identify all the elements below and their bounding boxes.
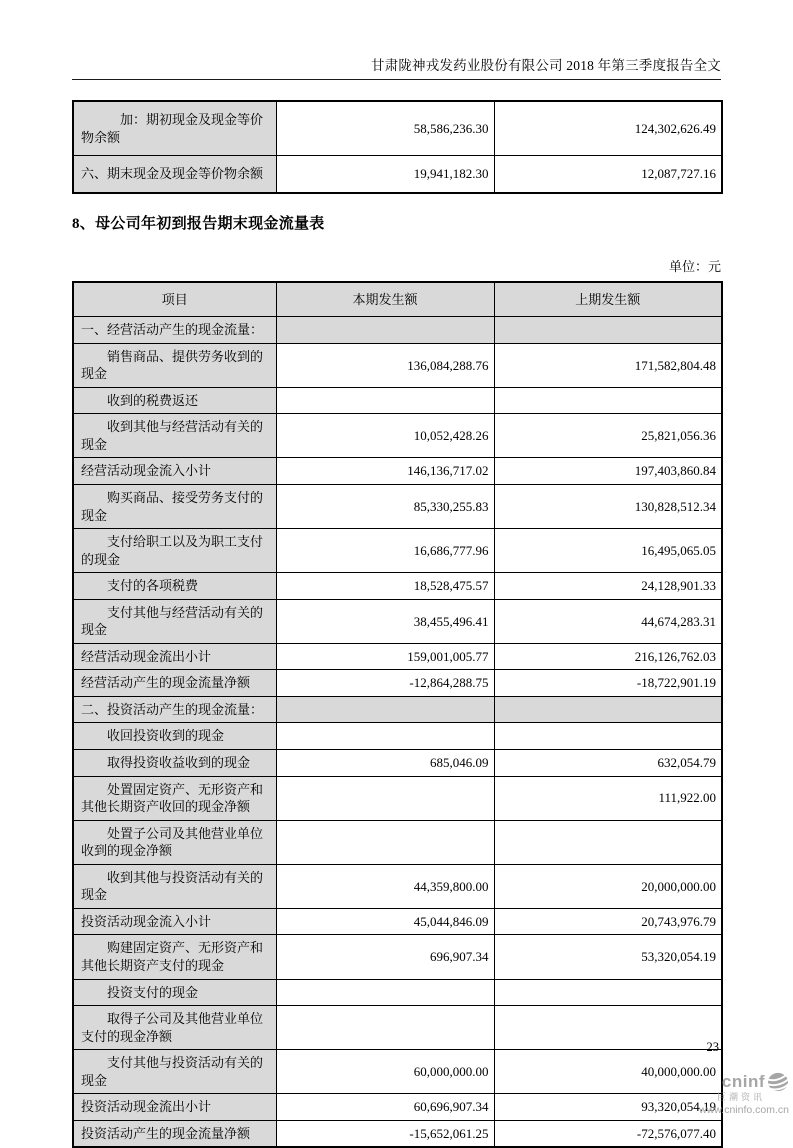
current-period-cell: -12,864,288.75 xyxy=(276,670,494,697)
table-row xyxy=(73,935,722,979)
globe-swirl-icon xyxy=(767,1072,789,1092)
row-label-cell: 投资支付的现金 xyxy=(73,979,276,1006)
prior-period-cell xyxy=(494,723,722,750)
table-row xyxy=(73,1006,722,1050)
prior-period-cell xyxy=(494,979,722,1006)
prior-period-cell: 111,922.00 xyxy=(494,776,722,820)
table-row xyxy=(73,485,722,529)
prior-period-cell xyxy=(494,696,722,723)
prior-period-cell: 632,054.79 xyxy=(494,750,722,777)
prior-period-cell: 93,320,054.19 xyxy=(494,1094,722,1121)
table-row xyxy=(73,723,722,750)
row-label-cell: 投资活动现金流入小计 xyxy=(73,908,276,935)
table-row xyxy=(73,343,722,387)
table-row xyxy=(73,599,722,643)
row-label-cell: 取得子公司及其他营业单位支付的现金净额 xyxy=(73,1006,276,1050)
logo-brand-row xyxy=(699,1072,789,1092)
current-period-cell: 19,941,182.30 xyxy=(276,156,494,193)
table-row xyxy=(73,414,722,458)
current-period-cell: 60,000,000.00 xyxy=(276,1050,494,1094)
report-header-title: 甘肃陇神戎发药业股份有限公司 2018 年第三季度报告全文 xyxy=(72,54,721,80)
current-period-cell: 38,455,496.41 xyxy=(276,599,494,643)
unit-label: 单位：元 xyxy=(668,258,721,274)
section-title: 8、母公司年初到报告期末现金流量表 xyxy=(72,215,325,232)
page-content xyxy=(72,0,721,1148)
row-label-cell: 收到其他与经营活动有关的现金 xyxy=(73,414,276,458)
table-row xyxy=(73,820,722,864)
row-label-cell: 支付的各项税费 xyxy=(73,573,276,600)
current-period-cell: 10,052,428.26 xyxy=(276,414,494,458)
prior-period-cell xyxy=(494,317,722,344)
table-row xyxy=(73,387,722,414)
row-label-cell: 一、经营活动产生的现金流量： xyxy=(73,317,276,344)
page-number: 23 xyxy=(706,1040,719,1054)
column-header-2: 上期发生额 xyxy=(494,282,722,317)
logo-chinese-name: 巨潮资讯 xyxy=(716,1092,765,1102)
current-period-cell xyxy=(276,776,494,820)
row-label-cell: 经营活动现金流入小计 xyxy=(73,458,276,485)
prior-period-cell: 130,828,512.34 xyxy=(494,485,722,529)
prior-period-cell: 216,126,762.03 xyxy=(494,643,722,670)
current-period-cell xyxy=(276,317,494,344)
current-period-cell: 44,359,800.00 xyxy=(276,864,494,908)
current-period-cell: 685,046.09 xyxy=(276,750,494,777)
logo-url: www.cninfo.com.cn xyxy=(699,1103,789,1116)
parent-company-cashflow-table xyxy=(72,281,723,1148)
prior-period-cell: 20,000,000.00 xyxy=(494,864,722,908)
cash-equivalents-table xyxy=(72,100,723,194)
row-label-cell: 购买商品、接受劳务支付的现金 xyxy=(73,485,276,529)
prior-period-cell: 197,403,860.84 xyxy=(494,458,722,485)
prior-period-cell: 12,087,727.16 xyxy=(494,156,722,193)
table-row xyxy=(73,696,722,723)
current-period-cell xyxy=(276,979,494,1006)
current-period-cell: 85,330,255.83 xyxy=(276,485,494,529)
prior-period-cell: 124,302,626.49 xyxy=(494,101,722,156)
current-period-cell: 45,044,846.09 xyxy=(276,908,494,935)
table-row xyxy=(73,101,722,156)
table-row xyxy=(73,1050,722,1094)
row-label-cell: 经营活动产生的现金流量净额 xyxy=(73,670,276,697)
current-period-cell: 60,696,907.34 xyxy=(276,1094,494,1121)
column-header-0: 项目 xyxy=(73,282,276,317)
table-row xyxy=(73,750,722,777)
prior-period-cell: 20,743,976.79 xyxy=(494,908,722,935)
table-row xyxy=(73,1120,722,1147)
current-period-cell: 159,001,005.77 xyxy=(276,643,494,670)
table-row xyxy=(73,573,722,600)
table-row xyxy=(73,643,722,670)
table-row xyxy=(73,529,722,573)
row-label-cell: 支付其他与经营活动有关的现金 xyxy=(73,599,276,643)
current-period-cell: 18,528,475.57 xyxy=(276,573,494,600)
current-period-cell: -15,652,061.25 xyxy=(276,1120,494,1147)
prior-period-cell: 44,674,283.31 xyxy=(494,599,722,643)
logo-brand-text: cninf xyxy=(721,1071,765,1091)
row-label-cell: 收到其他与投资活动有关的现金 xyxy=(73,864,276,908)
prior-period-cell xyxy=(494,820,722,864)
prior-period-cell: 16,495,065.05 xyxy=(494,529,722,573)
row-label-cell: 投资活动产生的现金流量净额 xyxy=(73,1120,276,1147)
row-label-cell: 收回投资收到的现金 xyxy=(73,723,276,750)
row-label-cell: 经营活动现金流出小计 xyxy=(73,643,276,670)
prior-period-cell xyxy=(494,387,722,414)
prior-period-cell: -72,576,077.40 xyxy=(494,1120,722,1147)
prior-period-cell: -18,722,901.19 xyxy=(494,670,722,697)
table-row xyxy=(73,156,722,193)
table-row xyxy=(73,979,722,1006)
row-label-cell: 销售商品、提供劳务收到的现金 xyxy=(73,343,276,387)
row-label-cell: 购建固定资产、无形资产和其他长期资产支付的现金 xyxy=(73,935,276,979)
row-label-cell: 支付给职工以及为职工支付的现金 xyxy=(73,529,276,573)
cninfo-logo xyxy=(699,1072,789,1116)
table-row xyxy=(73,317,722,344)
prior-period-cell xyxy=(494,1006,722,1050)
row-label-cell: 收到的税费返还 xyxy=(73,387,276,414)
row-label-cell: 投资活动现金流出小计 xyxy=(73,1094,276,1121)
table-row xyxy=(73,670,722,697)
prior-period-cell: 24,128,901.33 xyxy=(494,573,722,600)
current-period-cell xyxy=(276,723,494,750)
current-period-cell: 136,084,288.76 xyxy=(276,343,494,387)
prior-period-cell: 53,320,054.19 xyxy=(494,935,722,979)
table-row xyxy=(73,864,722,908)
table-row xyxy=(73,776,722,820)
current-period-cell xyxy=(276,1006,494,1050)
row-label-cell: 处置子公司及其他营业单位收到的现金净额 xyxy=(73,820,276,864)
table-header-row xyxy=(73,282,722,317)
table-row xyxy=(73,1094,722,1121)
current-period-cell xyxy=(276,696,494,723)
row-label-cell: 支付其他与投资活动有关的现金 xyxy=(73,1050,276,1094)
current-period-cell xyxy=(276,387,494,414)
table-row xyxy=(73,908,722,935)
column-header-1: 本期发生额 xyxy=(276,282,494,317)
row-label-cell: 处置固定资产、无形资产和其他长期资产收回的现金净额 xyxy=(73,776,276,820)
current-period-cell xyxy=(276,820,494,864)
current-period-cell: 146,136,717.02 xyxy=(276,458,494,485)
current-period-cell: 16,686,777.96 xyxy=(276,529,494,573)
row-label-cell: 二、投资活动产生的现金流量： xyxy=(73,696,276,723)
row-label-cell: 加：期初现金及现金等价物余额 xyxy=(73,101,276,156)
current-period-cell: 58,586,236.30 xyxy=(276,101,494,156)
table-row xyxy=(73,458,722,485)
prior-period-cell: 40,000,000.00 xyxy=(494,1050,722,1094)
prior-period-cell: 171,582,804.48 xyxy=(494,343,722,387)
current-period-cell: 696,907.34 xyxy=(276,935,494,979)
row-label-cell: 六、期末现金及现金等价物余额 xyxy=(73,156,276,193)
prior-period-cell: 25,821,056.36 xyxy=(494,414,722,458)
row-label-cell: 取得投资收益收到的现金 xyxy=(73,750,276,777)
